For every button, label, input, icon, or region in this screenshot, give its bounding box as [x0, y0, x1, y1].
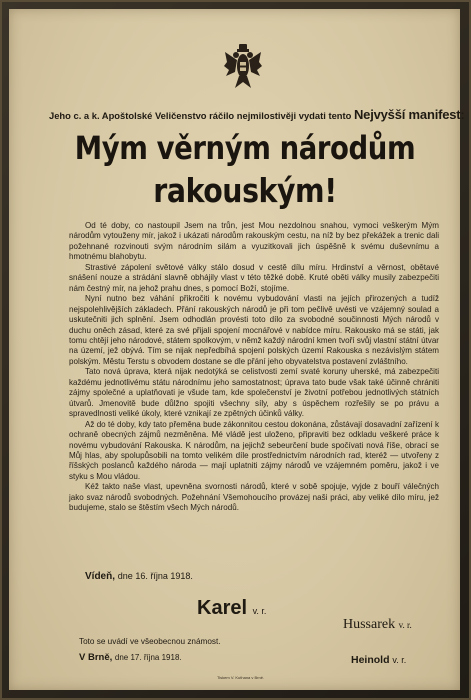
paragraph: Od té doby, co nastoupil Jsem na trůn, jest Mou nezdolnou snahou, vymoci veškerým Mým národům vytouženy mír, jakož i ukázati národům rakouským cestu, na níž by bez překážek a trenic dali požehnané rozvinouti svým národním silám a vyuzitkovali jich úspěšně k svému duševnímu a hmotnému blahobytu.: [69, 221, 439, 262]
emperor-signature: [197, 597, 266, 620]
manifesto-poster: [9, 9, 465, 690]
notice-dateline: [79, 652, 182, 663]
notice-date: dne 17. října 1918.: [114, 653, 182, 662]
intro-line: [49, 107, 465, 122]
notice-place: V Brně,: [79, 652, 113, 663]
dateline-place: Vídeň,: [85, 571, 116, 582]
paragraph: Kéž takto naše vlast, upevněna svornosti národů, které v sobě spojuje, vyjde z bouří válečných jako svaz národů svobodných. Požehnání Všemohoucího provázej naši práci, aby veliké dílo míru, jež budujeme, stalo se štěstím všech Mých národů.: [69, 482, 439, 513]
minister-name: Hussarek: [343, 617, 396, 632]
manifesto-title-line-1: Mým věrným národům: [74, 129, 416, 167]
printer-imprint: Tiskem V. Kuthana v Brně.: [217, 675, 265, 680]
paragraph: Strastivé zápolení světové války stálo dosud v cestě dílu míru. Hrdinství a věrnost, obětavé snášení nouze a strádání slavně obhájily vlast v této těžké době. Kruté oběti války musily zabezpečiti nám čestný mír, na jehož prahu dnes, s pomocí Boží, stojíme.: [69, 262, 439, 293]
emperor-suffix: v. r.: [252, 606, 267, 616]
minister-name: Heinold: [351, 654, 390, 666]
double-headed-eagle-emblem: [223, 42, 263, 94]
intro-text: Jeho c. a k. Apoštolské Veličenstvo ráčilo nejmilostivěji vydati tento: [49, 110, 352, 121]
minister-signature-heinold: [351, 654, 406, 666]
manifesto-body: [69, 221, 439, 514]
minister-signature-hussarek: [343, 617, 412, 633]
paragraph: Nyní nutno bez váhání přikročiti k novému vybudování vlasti na jejích přirozených a tudíž nejspolehlivějších základech. Přání rakouských národů je při tom pečlivě uvésti ve vzájemný soulad a uskutečniti jich splnění. Jsem odhodlán provésti toto dílo za svobodné součinnosti Mých národů v duchu oněch zásad, které za své přijali spojení mocnářové v nabídce míru. Rakousko má se státi, jak tomu chtějí jeho národové, státem spolkovým, v němž každý národní kmen tvoří svůj vlastní státní útvar na území, jež obývá. Tím se nijak nepředbíhá spojení polských území Rakouska s nezávislým státem polským. Městu Terstu s obvodem dostane se dle přání jeho obyvatelstva postavení zvláštního.: [69, 294, 439, 366]
paragraph: Až do té doby, kdy tato přeměna bude zákonnitou cestou dokonána, zůstávají dosavadní zařízení k ochraně obecných zájmů nezměněna. Mé vládě jest uloženo, připraviti bez odkladu veškeré práce k novému vybudování Rakouska. K národům, na jejichž sebeurčení bude spočívati nová říše, obrací se Můj hlas, aby spolupůsobili na tomto velikém díle prostřednictvím národních rad, kteréž — utvořeny z říšských poslanců každého národa — mají uplatniti zájmy národů ve vzájemném poměru, jakož i ve styku s Mou vládou.: [69, 419, 439, 481]
dateline-date: dne 16. října 1918.: [117, 571, 193, 581]
intro-emphasis: Nejvyšší manifest:: [353, 107, 465, 122]
emperor-name: Karel: [197, 597, 248, 619]
manifesto-title-line-2: rakouským!: [153, 171, 337, 210]
minister-suffix: v. r.: [398, 620, 412, 630]
minister-suffix: v. r.: [392, 655, 407, 665]
dateline: [85, 571, 193, 582]
paragraph: Tato nová úprava, která nijak nedotýká se celistvosti zemí svaté koruny uherské, má zabezpečiti každému jednotlivému státu národnímu jeho samostatnost; úprava tato bude však také účinně chrániti zájmy společné a uplatňovati je všude tam, kde společenství je životní potřebou jednotlivých státních útvarů. Jmenovitě bude důlžno spojiti všechny síly, aby s úspěchem rozřešily se po právu a spravedlnosti veliké úkoly, které vznikají ze zpětných účinků války.: [69, 367, 439, 419]
publication-notice: Toto se uvádí ve všeobecnou známost.: [79, 637, 221, 646]
